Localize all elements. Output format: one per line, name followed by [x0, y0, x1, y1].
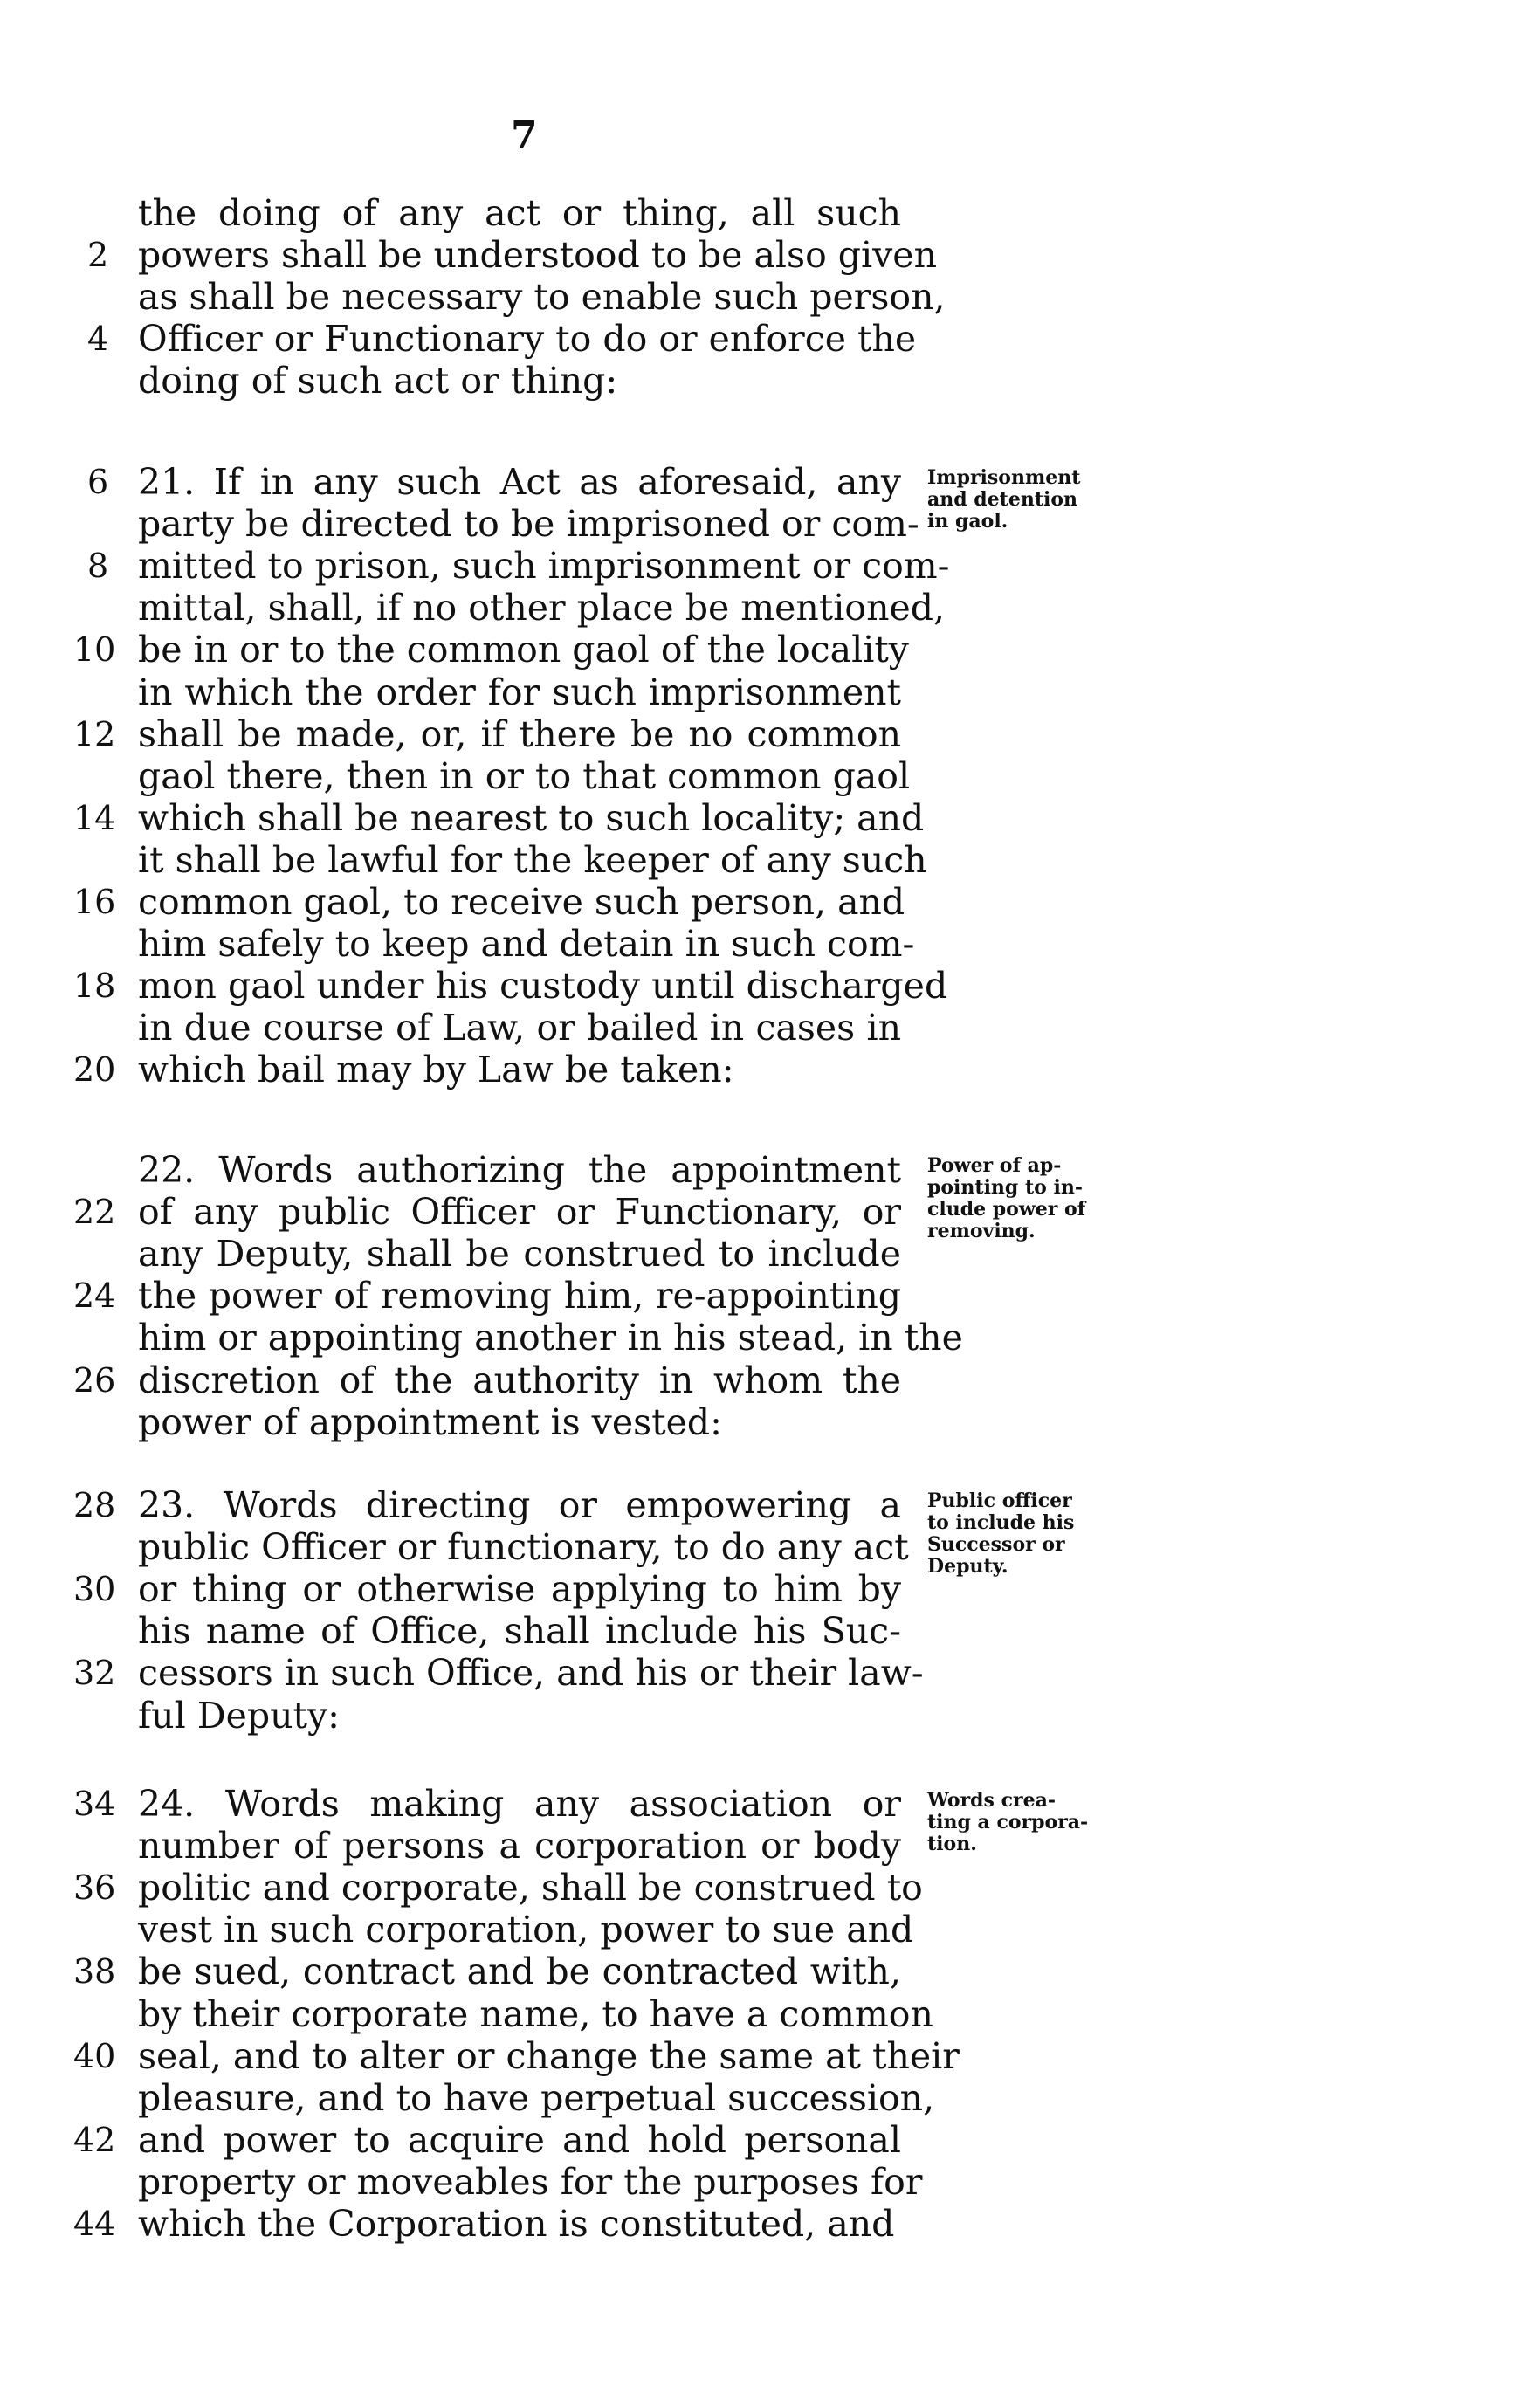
text-line: and power to acquire and hold personal — [138, 2118, 901, 2161]
text-line: 21. If in any such Act as aforesaid, any — [138, 461, 901, 503]
text-line: which shall be nearest to such locality; and — [138, 796, 925, 839]
margin-note-line: clude power of — [927, 1198, 1086, 1221]
text-line: 23. Words directing or empowering a — [138, 1484, 901, 1526]
line-number: 36 — [73, 1868, 116, 1908]
margin-note-line: removing. — [927, 1220, 1036, 1242]
margin-note — [927, 1155, 1128, 1242]
page-number: 7 — [511, 114, 538, 158]
margin-note-line: to include his — [927, 1511, 1075, 1534]
text-line: mittal, shall, if no other place be mentioned, — [138, 587, 946, 630]
line-number: 26 — [73, 1360, 116, 1400]
text-line: 22. Words authorizing the appointment — [138, 1149, 901, 1191]
text-line: common gaol, to receive such person, and — [138, 881, 905, 923]
text-line: mitted to prison, such imprisonment or com- — [138, 545, 950, 588]
text-line: discretion of the authority in whom the — [138, 1359, 901, 1401]
margin-note-line: ting a corpora- — [927, 1811, 1089, 1834]
text-line: in due course of Law, or bailed in cases in — [138, 1007, 901, 1049]
line-number: 10 — [73, 630, 116, 670]
text-line: power of appointment is vested: — [138, 1400, 722, 1443]
text-line: Officer or Functionary to do or enforce the — [138, 318, 917, 361]
text-line: be sued, contract and be contracted with, — [138, 1950, 901, 1993]
text-line: any Deputy, shall be construed to include — [138, 1233, 901, 1276]
text-line: the power of removing him, re-appointing — [138, 1275, 901, 1318]
text-line: cessors in such Office, and his or their law- — [138, 1652, 924, 1695]
text-line: public Officer or functionary, to do any act — [138, 1526, 909, 1569]
line-number: 24 — [73, 1276, 116, 1316]
line-number: 14 — [73, 798, 116, 837]
text-line: party be directed to be imprisoned or com- — [138, 503, 919, 546]
line-number: 22 — [73, 1193, 116, 1232]
line-number: 40 — [73, 2036, 116, 2075]
text-line: powers shall be understood to be also given — [138, 234, 937, 277]
line-number: 12 — [73, 714, 116, 753]
line-number: 38 — [73, 1952, 116, 1992]
text-line: the doing of any act or thing, all such — [138, 192, 901, 234]
line-number: 18 — [73, 967, 116, 1006]
margin-note-line: Words crea- — [927, 1789, 1056, 1812]
text-line: seal, and to alter or change the same at their — [138, 2034, 960, 2077]
text-line: shall be made, or, if there be no common — [138, 712, 901, 755]
margin-note — [927, 1790, 1128, 1855]
line-number: 6 — [87, 463, 109, 501]
text-line: number of persons a corporation or body — [138, 1825, 901, 1868]
text-line: gaol there, then in or to that common gaol — [138, 754, 911, 797]
line-number: 4 — [87, 320, 109, 359]
text-line: vest in such corporation, power to sue and — [138, 1909, 914, 1951]
line-number: 30 — [73, 1570, 116, 1609]
text-line: by their corporate name, to have a common — [138, 1992, 933, 2035]
text-line: him or appointing another in his stead, in the — [138, 1317, 963, 1359]
text-line: or thing or otherwise applying to him by — [138, 1568, 901, 1611]
line-number: 8 — [87, 547, 109, 586]
margin-note-line: Imprisonment — [927, 466, 1081, 489]
text-line: mon gaol under his custody until discharged — [138, 965, 948, 1008]
line-number: 2 — [87, 236, 109, 275]
text-line: which bail may by Law be taken: — [138, 1049, 734, 1091]
text-line: pleasure, and to have perpetual succession, — [138, 2076, 935, 2119]
text-line: his name of Office, shall include his Suc- — [138, 1610, 901, 1653]
line-number: 32 — [73, 1654, 116, 1693]
margin-note-line: Successor or — [927, 1533, 1065, 1556]
margin-note-line: pointing to in- — [927, 1176, 1083, 1199]
text-line: politic and corporate, shall be construed to — [138, 1867, 923, 1909]
margin-note-line: and detention — [927, 488, 1078, 511]
line-number: 20 — [73, 1050, 116, 1090]
margin-note-line: Power of ap- — [927, 1154, 1062, 1177]
line-number: 16 — [73, 883, 116, 921]
margin-note — [927, 467, 1128, 533]
text-line: 24. Words making any association or — [138, 1783, 901, 1825]
text-line: doing of such act or thing: — [138, 360, 618, 402]
margin-note — [927, 1490, 1128, 1578]
line-number: 28 — [73, 1486, 116, 1524]
text-line: property or moveables for the purposes for — [138, 2160, 923, 2203]
text-line: ful Deputy: — [138, 1694, 340, 1737]
text-line: which the Corporation is constituted, and — [138, 2203, 895, 2245]
text-line: it shall be lawful for the keeper of any such — [138, 838, 927, 881]
text-line: as shall be necessary to enable such person, — [138, 276, 946, 319]
margin-note-line: Public officer — [927, 1490, 1072, 1512]
margin-note-line: in gaol. — [927, 510, 1008, 533]
text-line: of any public Officer or Functionary, or — [138, 1191, 901, 1234]
margin-note-line: Deputy. — [927, 1555, 1008, 1578]
line-number: 34 — [73, 1785, 116, 1823]
line-number: 42 — [73, 2120, 116, 2159]
margin-note-line: tion. — [927, 1833, 977, 1855]
text-line: in which the order for such imprisonment — [138, 671, 901, 713]
line-number: 44 — [73, 2205, 116, 2243]
text-line: him safely to keep and detain in such com- — [138, 923, 915, 966]
text-line: be in or to the common gaol of the locality — [138, 629, 909, 671]
